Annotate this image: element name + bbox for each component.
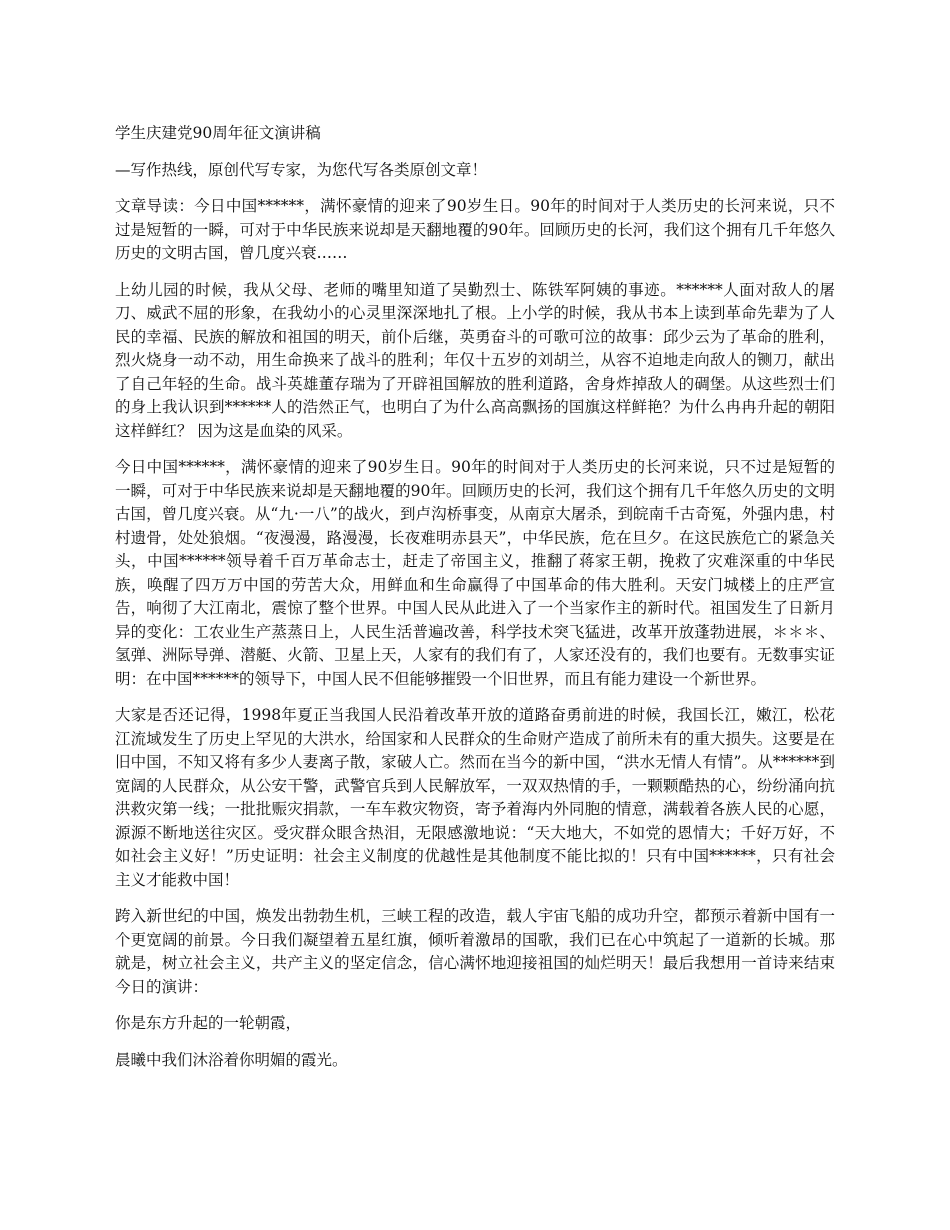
poem-line-2: 晨曦中我们沐浴着你明媚的霞光。 [115,1050,348,1069]
paragraph-new-century: 跨入新世纪的中国，焕发出勃勃生机，三峡工程的改造，载人宇宙飞船的成功升空，都预示着新中国有一个更宽阔的前景。今日我们凝望着五星红旗，倾听着激昂的国歌，我们已在心中筑起了一道新的长城。那就是，树立社会主义，共产主义的坚定信念，信心满怀地迎接祖国的灿烂明天！最后我想用一首诗来结束今日的演讲： [115,907,835,996]
poem-line-1: 你是东方升起的一轮朝霞， [115,1014,302,1032]
paragraph-history: 今日中国******，满怀豪情的迎来了90岁生日。90年的时间对于人类历史的长河来说，只不过是短暂的一瞬，可对于中华民族来说却是天翻地覆的90年。回顾历史的长河，我们这个拥有几千年悠久历史的文明古国，曾几度兴衰。从“九·一八”的战火，到卢沟桥事变，从南京大屠杀，到皖南千古奇冤，外强内患，村村遗骨，处处狼烟。“夜漫漫，路漫漫，长夜难明赤县天”，中华民族，危在旦夕。在这民族危亡的紧急关头，中国******领导着千百万革命志士，赶走了帝国主义，推翻了蒋家王朝，挽救了灾难深重的中华民族，唤醒了四万万中国的劳苦大众，用鲜血和生命赢得了中国革命的伟大胜利。天安门城楼上的庄严宣告，响彻了大江南北，震惊了整个世界。中国人民从此进入了一个当家作主的新时代。祖国发生了日新月异的变化：工农业生产蒸蒸日上，人民生活普遍改善，科学技术突飞猛进，改革开放蓬勃进展，＊＊＊、氢弹、洲际导弹、潜艇、火箭、卫星上天，人家有的我们有了，人家还没有的，我们也要有。无数事实证明：在中国******的领导下，中国人民不但能够摧毁一个旧世界，而且有能力建设一个新世界。 [115,458,835,688]
paragraph-flood: 大家是否还记得，1998年夏正当我国人民沿着改革开放的道路奋勇前进的时候，我国长江，嫩江，松花江流域发生了历史上罕见的大洪水，给国家和人民群众的生命财产造成了前所未有的重大损失。这要是在旧中国，不知又将有多少人妻离子散，家破人亡。然而在当今的新中国，“洪水无情人有情”。从******到宽阔的人民群众，从公安干警，武警官兵到人民解放军，一双双热情的手，一颗颗酷热的心，纷纷涌向抗洪救灾第一线；一批批赈灾捐款，一车车救灾物资，寄予着海内外同胞的情意，满载着各族人民的心愿，源源不断地送往灾区。受灾群众眼含热泪，无限感激地说：“天大地大，不如党的恩情大；千好万好，不如社会主义好！”历史证明：社会主义制度的优越性是其他制度不能比拟的！只有中国******，只有社会主义才能救中国！ [115,706,835,889]
paragraph-intro: 文章导读：今日中国******，满怀豪情的迎来了90岁生日。90年的时间对于人类历史的长河来说，只不过是短暂的一瞬，可对于中华民族来说却是天翻地覆的90年。回顾历史的长河，我们这个拥有几千年悠久历史的文明古国，曾几度兴衰…… [115,197,835,262]
paragraph-childhood: 上幼儿园的时候，我从父母、老师的嘴里知道了吴勤烈士、陈铁军阿姨的事迹。******人面对敌人的屠刀、威武不屈的形象，在我幼小的心灵里深深地扎了根。上小学的时候，我从书本上读到革命先辈为了人民的幸福、民族的解放和祖国的明天，前仆后继，英勇奋斗的可歌可泣的故事：邱少云为了革命的胜利，烈火烧身一动不动，用生命换来了战斗的胜利；年仅十五岁的刘胡兰，从容不迫地走向敌人的铡刀，献出了自己年轻的生命。战斗英雄董存瑞为了开辟祖国解放的胜利道路，舍身炸掉敌人的碉堡。从这些烈士们的身上我认识到******人的浩然正气，也明白了为什么高高飘扬的国旗这样鲜艳？为什么冉冉升起的朝阳这样鲜红？ 因为这是血染的风采。 [115,280,835,440]
document-subtitle: —写作热线，原创代写专家，为您代写各类原创文章！ [115,160,488,179]
document-body [115,122,835,1085]
document-title: 学生庆建党90周年征文演讲稿 [115,124,321,142]
